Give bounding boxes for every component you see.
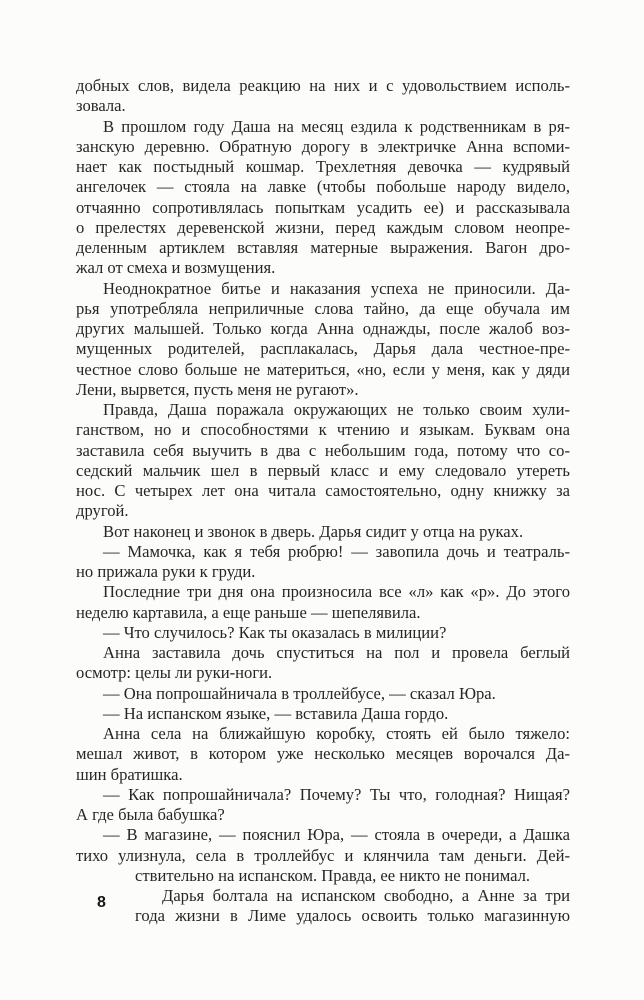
text-line: о прелестях деревенской жизни, перед каждым словом неопре- — [76, 217, 570, 237]
text-line: — В магазине, — пояснил Юра, — стояла в очереди, а Дашка — [103, 825, 570, 845]
text-line: мущенных родителей, расплакалась, Дарья дала честное-пре- — [76, 339, 570, 359]
text-line: Правда, Даша поражала окружающих не только своим хули- — [103, 400, 570, 419]
text-line: Лени, вырвется, пусть меня не ругают». — [76, 379, 359, 399]
text-line: Анна села на ближайшую коробку, стоять ей было тяжело: — [103, 724, 570, 743]
text-line: других малышей. Только когда Анна однажды, после жалоб воз- — [76, 319, 570, 338]
text-line: отчаянно сопротивлялась попыткам усадить ее) и рассказывала — [76, 197, 570, 217]
text-line: седский мальчик шел в первый класс и ему следовало утереть — [76, 460, 570, 480]
text-line: нает как постыдный кошмар. Трехлетняя девочка — кудрявый — [76, 157, 570, 176]
text-line: года жизни в Лиме удалось освоить только магазинную — [135, 906, 570, 926]
text-line: зовала. — [76, 96, 126, 116]
text-line: Дарья болтала на испанском свободно, а Анне за три — [162, 886, 570, 905]
text-line: неделю картавила, а еще раньше — шепелявила. — [76, 602, 421, 622]
text-line: ствительно на испанском. Правда, ее никто не понимал. — [135, 865, 531, 885]
text-line: — Мамочка, как я тебя рюбрю! — завопила дочь и театраль- — [103, 541, 570, 561]
text-line: Вот наконец и звонок в дверь. Дарья сидит у отца на руках. — [103, 521, 524, 541]
text-line: — Что случилось? Как ты оказалась в милиции? — [103, 622, 447, 642]
text-line: осмотр: целы ли руки-ноги. — [76, 663, 273, 683]
text-line: шин братишка. — [76, 764, 183, 784]
text-line: Анна заставила дочь спуститься на пол и провела беглый — [103, 643, 570, 662]
text-line: Последние три дня она произносила все «л» как «р». До этого — [103, 582, 570, 602]
text-line: — Как попрошайничала? Почему? Ты что, голодная? Нищая? — [103, 784, 570, 804]
text-line: рья употребляла неприличные слова тайно, да еще обучала им — [76, 298, 570, 318]
text-line: честное слово больше не материться, «но, если у меня, как у дяди — [76, 359, 570, 379]
text-line: В прошлом году Даша на месяц ездила к родственникам в ря- — [103, 116, 570, 136]
text-line: заставила себя выучить в два с небольшим года, потому что со- — [76, 440, 570, 460]
text-line: А где была бабушка? — [76, 805, 225, 824]
text-line: ангелочек — стояла на лавке (чтобы побольше народу видело, — [76, 177, 570, 197]
text-line: деленным артиклем вставляя матерные выражения. Вагон дро- — [76, 238, 570, 257]
text-line: другой. — [76, 501, 129, 521]
text-line: занскую деревню. Обратную дорогу в электричке Анна вспоми- — [76, 136, 570, 156]
text-line: добных слов, видела реакцию на них и с удовольствием исполь- — [76, 76, 570, 95]
text-line: жал от смеха и возмущения. — [76, 258, 276, 278]
text-line: Неоднократное битье и наказания успеха не приносили. Да- — [103, 278, 570, 298]
text-line: нос. С четырех лет она читала самостоятельно, одну книжку за — [76, 481, 570, 500]
text-line: тихо улизнула, села в троллейбус и клянчила там деньги. Дей- — [76, 845, 570, 865]
text-line: ганством, но и способностями к чтению и языкам. Буквам она — [76, 420, 570, 440]
text-line: — Она попрошайничала в троллейбусе, — сказал Юра. — [103, 683, 496, 703]
text-line: мешал живот, в котором уже несколько месяцев ворочался Да- — [76, 744, 570, 764]
page-number: 8 — [97, 894, 106, 911]
body-text — [76, 76, 570, 927]
text-line: — На испанском языке, — вставила Даша гордо. — [103, 703, 449, 723]
text-line: но прижала руки к груди. — [76, 562, 256, 581]
